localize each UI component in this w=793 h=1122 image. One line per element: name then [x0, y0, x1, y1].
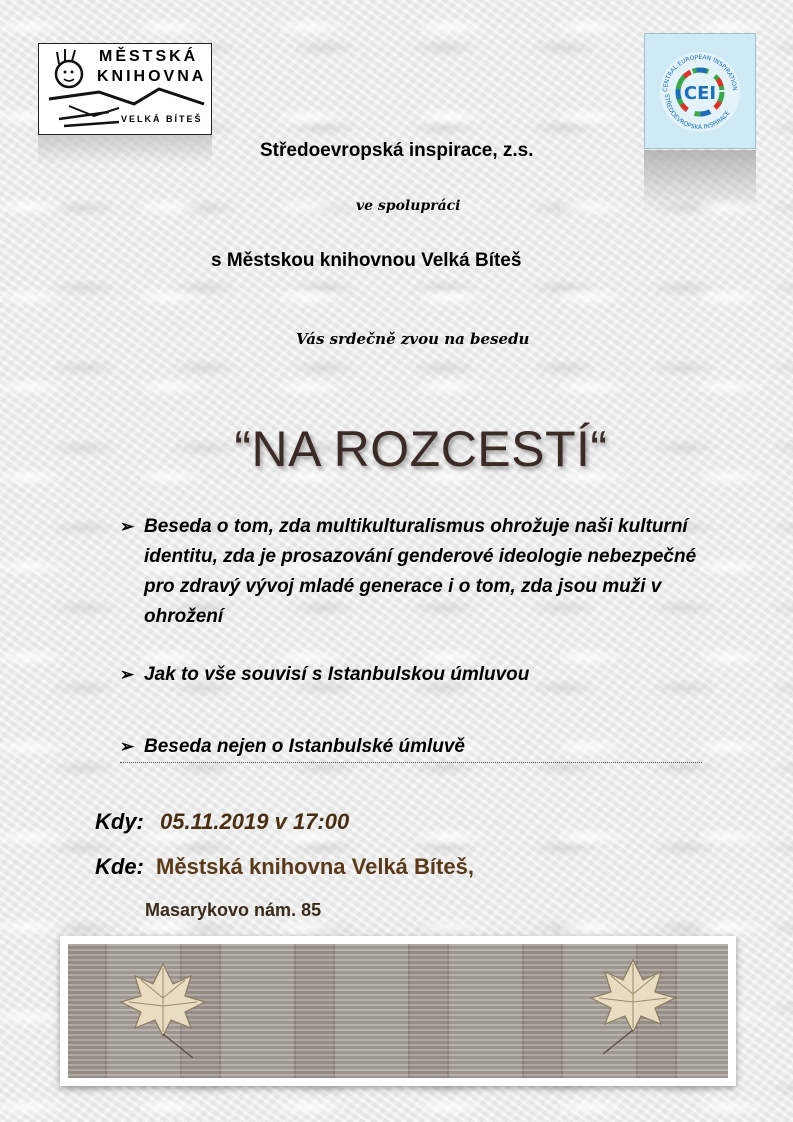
when-row	[95, 809, 349, 835]
cei-logo	[644, 33, 756, 149]
address: Masarykovo nám. 85	[145, 900, 322, 920]
maple-leaf-icon	[591, 960, 675, 1054]
cooperation-text: ve spolupráci	[356, 198, 461, 214]
arrow-bullet-icon: ➢	[120, 665, 135, 684]
divider	[120, 762, 702, 763]
arrow-bullet-icon: ➢	[120, 517, 135, 536]
bullet-text: Beseda o tom, zda multikulturalismus ohrožuje naši kulturní identitu, zda je prosazování genderové ideologie nebezpečné pro zdravý vývoj mladé generace i o tom, zda jsou muži v ohrožení	[144, 516, 697, 627]
where-label: Kde:	[95, 854, 144, 879]
partner-name: s Městskou knihovnou Velká Bíteš	[211, 250, 522, 271]
invitation-text: Vás srdečně zvou na besedu	[296, 330, 530, 348]
cei-ring-bottom-text: STŘEDOEVROPSKÁ INSPIRACE	[662, 93, 732, 132]
where-row	[95, 854, 474, 880]
when-label: Kdy:	[95, 809, 144, 834]
leaves-illustration	[68, 944, 728, 1078]
arrow-bullet-icon: ➢	[120, 737, 135, 756]
library-logo	[38, 43, 212, 135]
library-logo-reflection	[38, 135, 212, 165]
organizer-name: Středoevropská inspirace, z.s.	[260, 140, 534, 161]
bullet-text: Jak to vše souvisí s Istanbulskou úmluvou	[144, 664, 530, 685]
when-value: 05.11.2019 v 17:00	[160, 809, 350, 834]
cei-logo-reflection	[644, 150, 756, 210]
wood-leaves-banner	[60, 936, 736, 1086]
where-value: Městská knihovna Velká Bíteš,	[156, 854, 474, 879]
library-logo-line3: VELKÁ BÍTEŠ	[121, 114, 203, 124]
cei-abbreviation: CEI	[683, 83, 717, 104]
library-logo-line1: MĚSTSKÁ	[99, 48, 199, 65]
cei-emblem-icon	[645, 34, 755, 148]
library-logo-line2: KNIHOVNA	[97, 68, 207, 85]
event-title: “NA ROZCESTÍ“	[234, 421, 608, 477]
cei-ring-top-text: CENTRAL EUROPEAN INSPIRATION	[661, 53, 739, 93]
maple-leaf-icon	[121, 964, 205, 1058]
bullet-text: Beseda nejen o Istanbulské úmluvě	[144, 736, 465, 757]
